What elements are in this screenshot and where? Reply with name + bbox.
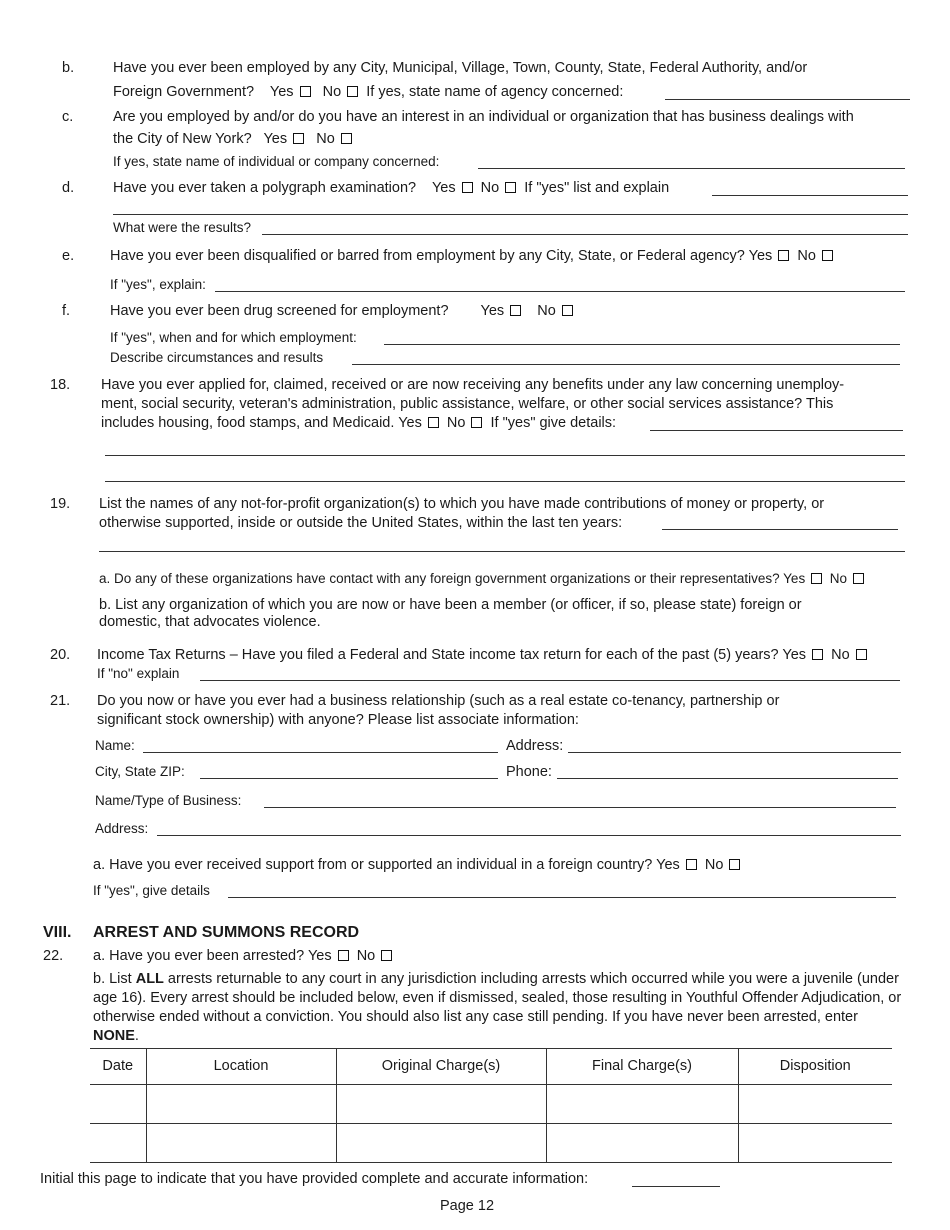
q22-b-mid: arrests returnable to any court in any jurisdiction including arrests which occurred while you were a juvenile (under age 16). Every arrest should be included below, even if dismissed, sealed, those resulting in Youthful Offender Adjudication, or otherwise ended without a conviction. You should also list any case still pending. If you have never been arrested, enter (93, 971, 902, 1025)
q19-b-line1: b. List any organization of which you are now or have been a member (or officer, if so, please state) foreign or (99, 597, 802, 613)
q18-line3 (101, 415, 616, 431)
q21-name-field[interactable] (143, 752, 498, 753)
q-c-no-label: No (316, 131, 335, 147)
q18-yes-label: Yes (398, 415, 422, 431)
q20-text: Income Tax Returns – Have you filed a Federal and State income tax return for each of the past (5) years? (97, 647, 779, 663)
q21-details-field[interactable] (228, 897, 896, 898)
q-b-agency-field[interactable] (665, 99, 910, 100)
q-e-explain-field[interactable] (215, 291, 905, 292)
q21-a-text: a. Have you ever received support from or supported an individual in a foreign country? (93, 857, 653, 873)
q-c-yes-checkbox[interactable] (293, 133, 304, 144)
q19-line2: otherwise supported, inside or outside the United States, within the last ten years: (99, 515, 623, 531)
q21-address-label: Address: (506, 738, 564, 754)
q19-b-line2: domestic, that advocates violence. (99, 614, 321, 630)
q18-label: 18. (50, 377, 71, 393)
q-b-text: Have you ever been employed by any City, Municipal, Village, Town, County, State, Federal Authority, and/or (113, 60, 808, 76)
initial-field[interactable] (632, 1186, 720, 1187)
q21-city-field[interactable] (200, 778, 498, 779)
q19-orgs-field[interactable] (662, 529, 898, 530)
q22-b-end: . (134, 1028, 139, 1044)
q-e-no-checkbox[interactable] (822, 250, 833, 261)
q21-a-no-checkbox[interactable] (729, 859, 740, 870)
q-f-when-label: If "yes", when and for which employment: (110, 330, 357, 345)
q21-a-yes-label: Yes (656, 857, 680, 873)
q19-extra-line[interactable] (99, 551, 905, 552)
q18-details-field[interactable] (650, 430, 903, 431)
q-d-no-checkbox[interactable] (505, 182, 516, 193)
q-c-no-checkbox[interactable] (341, 133, 352, 144)
q-c-line2 (113, 131, 356, 147)
q22-b-bold2: NONE (93, 1028, 135, 1044)
q20-explain-label: If "no" explain (97, 666, 180, 681)
q18-extra-line-2[interactable] (105, 481, 905, 482)
initial-label: Initial this page to indicate that you have provided complete and accurate information: (40, 1171, 589, 1187)
q-e-explain-label: If "yes", explain: (110, 277, 206, 292)
arrest-table (90, 1048, 892, 1163)
q18-no-checkbox[interactable] (471, 417, 482, 428)
q-b-no-checkbox[interactable] (347, 86, 358, 97)
table-cell[interactable] (146, 1124, 336, 1163)
q-e-text: Have you ever been disqualified or barred from employment by any City, State, or Federal agency? (110, 248, 745, 264)
table-cell[interactable] (336, 1085, 546, 1124)
table-cell[interactable] (546, 1124, 738, 1163)
q22-b-pre: b. List (93, 971, 136, 987)
q21-details-label: If "yes", give details (93, 883, 210, 898)
q-b-line2 (113, 84, 623, 100)
q-d-yes-label: Yes (431, 180, 456, 196)
q-f-when-field[interactable] (384, 344, 900, 345)
q22-b (93, 970, 903, 1046)
q21-a-yes-checkbox[interactable] (686, 859, 697, 870)
q22-a-yes-label: Yes (307, 948, 332, 964)
q20-explain-field[interactable] (200, 680, 900, 681)
q-c-text2: the City of New York? (113, 131, 252, 147)
q-c-company-field[interactable] (478, 168, 905, 169)
col-final-charges: Final Charge(s) (546, 1048, 738, 1085)
q-c-yes-label: Yes (263, 131, 288, 147)
q-f-no-label: No (537, 303, 556, 319)
q20-no-checkbox[interactable] (856, 649, 867, 660)
q18-line1: Have you ever applied for, claimed, received or are now receiving any benefits under any law concerning unemploy- (101, 377, 845, 393)
col-date: Date (90, 1048, 146, 1085)
q21-name-label: Name: (95, 738, 135, 753)
q21-address2-field[interactable] (157, 835, 901, 836)
q-d-text: Have you ever taken a polygraph examination? (113, 180, 417, 196)
q-b-label: b. (62, 60, 75, 76)
q20-label: 20. (50, 647, 71, 663)
q-d-explain-field[interactable] (712, 195, 908, 196)
q21-line1: Do you now or have you ever had a business relationship (such as a real estate co-tenancy, partnership or (97, 693, 780, 709)
q19-a (99, 571, 868, 586)
q19-a-yes-checkbox[interactable] (811, 573, 822, 584)
q-d-results-field[interactable] (262, 234, 908, 235)
q-d-results-label: What were the results? (113, 220, 252, 235)
q-d-extra-line[interactable] (113, 214, 908, 215)
section-numeral: VIII. (43, 924, 72, 941)
q-b-yes-checkbox[interactable] (300, 86, 311, 97)
q18-line2: ment, social security, veteran's administration, public assistance, welfare, or other social services assistance? This (101, 396, 834, 412)
q19-a-no-label: No (829, 571, 847, 586)
q19-a-no-checkbox[interactable] (853, 573, 864, 584)
q21-a (93, 857, 744, 873)
table-cell[interactable] (146, 1085, 336, 1124)
q-c-label: c. (62, 109, 74, 125)
q-b-text2: Foreign Government? (113, 84, 255, 100)
q-d-explain-label: If "yes" list and explain (524, 180, 670, 196)
q21-line2: significant stock ownership) with anyone? Please list associate information: (97, 712, 579, 728)
q-f-describe-label: Describe circumstances and results (110, 350, 324, 365)
q-f-yes-checkbox[interactable] (510, 305, 521, 316)
q18-extra-line-1[interactable] (105, 455, 905, 456)
q-e-label: e. (62, 248, 75, 264)
q22-a-no-label: No (356, 948, 376, 964)
col-disposition: Disposition (738, 1048, 892, 1085)
q-f-describe-field[interactable] (352, 364, 900, 365)
q18-yes-checkbox[interactable] (428, 417, 439, 428)
q-c-company-label: If yes, state name of individual or company concerned: (113, 154, 440, 169)
q-b-agency-label: If yes, state name of agency concerned: (366, 84, 624, 100)
q-b-no-label: No (322, 84, 342, 100)
q21-business-field[interactable] (264, 807, 896, 808)
q22-a (93, 948, 396, 964)
q22-a-text: a. Have you ever been arrested? (93, 948, 305, 964)
q-d-label: d. (62, 180, 75, 196)
q21-address2-label: Address: (95, 821, 149, 836)
q-d-line1 (113, 180, 669, 196)
q20-yes-checkbox[interactable] (812, 649, 823, 660)
q22-a-yes-checkbox[interactable] (338, 950, 349, 961)
q-d-no-label: No (480, 180, 500, 196)
q18-details-label: If "yes" give details: (490, 415, 617, 431)
table-row (90, 1124, 892, 1163)
table-cell[interactable] (738, 1124, 892, 1163)
section-title: ARREST AND SUMMONS RECORD (93, 924, 360, 941)
col-location: Location (146, 1048, 336, 1085)
q21-business-label: Name/Type of Business: (95, 793, 242, 808)
q19-a-text: a. Do any of these organizations have contact with any foreign government organizations or their representatives? (99, 571, 780, 586)
q-d-yes-checkbox[interactable] (462, 182, 473, 193)
q20-yes-label: Yes (782, 647, 807, 663)
q21-address-field[interactable] (568, 752, 901, 753)
q22-b-bold1: ALL (135, 971, 164, 987)
table-cell[interactable] (90, 1085, 146, 1124)
table-cell[interactable] (90, 1124, 146, 1163)
q20-line1 (97, 647, 871, 663)
q-f-text: Have you ever been drug screened for employment? (110, 303, 449, 319)
q18-text3: includes housing, food stamps, and Medicaid. (101, 415, 395, 431)
q-c-text: Are you employed by and/or do you have an interest in an individual or organization that has business dealings with (113, 109, 854, 125)
q19-a-yes-label: Yes (783, 571, 806, 586)
q21-city-label: City, State ZIP: (95, 764, 185, 779)
q19-line1: List the names of any not-for-profit organization(s) to which you have made contributions of money or property, or (99, 496, 825, 512)
q19-label: 19. (50, 496, 71, 512)
q21-phone-field[interactable] (557, 778, 898, 779)
table-row (90, 1085, 892, 1124)
q-f-yes-label: Yes (480, 303, 505, 319)
arrest-table-header (90, 1048, 892, 1085)
q-f-label: f. (62, 303, 71, 319)
q18-no-label: No (446, 415, 466, 431)
col-original-charges: Original Charge(s) (336, 1048, 546, 1085)
q20-no-label: No (831, 647, 850, 663)
q-e-yes-label: Yes (748, 248, 773, 264)
q22-a-no-checkbox[interactable] (381, 950, 392, 961)
q-e-yes-checkbox[interactable] (778, 250, 789, 261)
page-number: Page 12 (440, 1198, 495, 1214)
q21-phone-label: Phone: (506, 764, 552, 780)
q22-label: 22. (43, 948, 64, 964)
q21-label: 21. (50, 693, 71, 709)
table-cell[interactable] (546, 1085, 738, 1124)
table-cell[interactable] (738, 1085, 892, 1124)
q-e-no-label: No (797, 248, 816, 264)
q-f-line1 (110, 303, 577, 319)
q21-a-no-label: No (704, 857, 724, 873)
table-cell[interactable] (336, 1124, 546, 1163)
q-b-yes-label: Yes (269, 84, 294, 100)
q-f-no-checkbox[interactable] (562, 305, 573, 316)
q-e-line1 (110, 248, 837, 264)
